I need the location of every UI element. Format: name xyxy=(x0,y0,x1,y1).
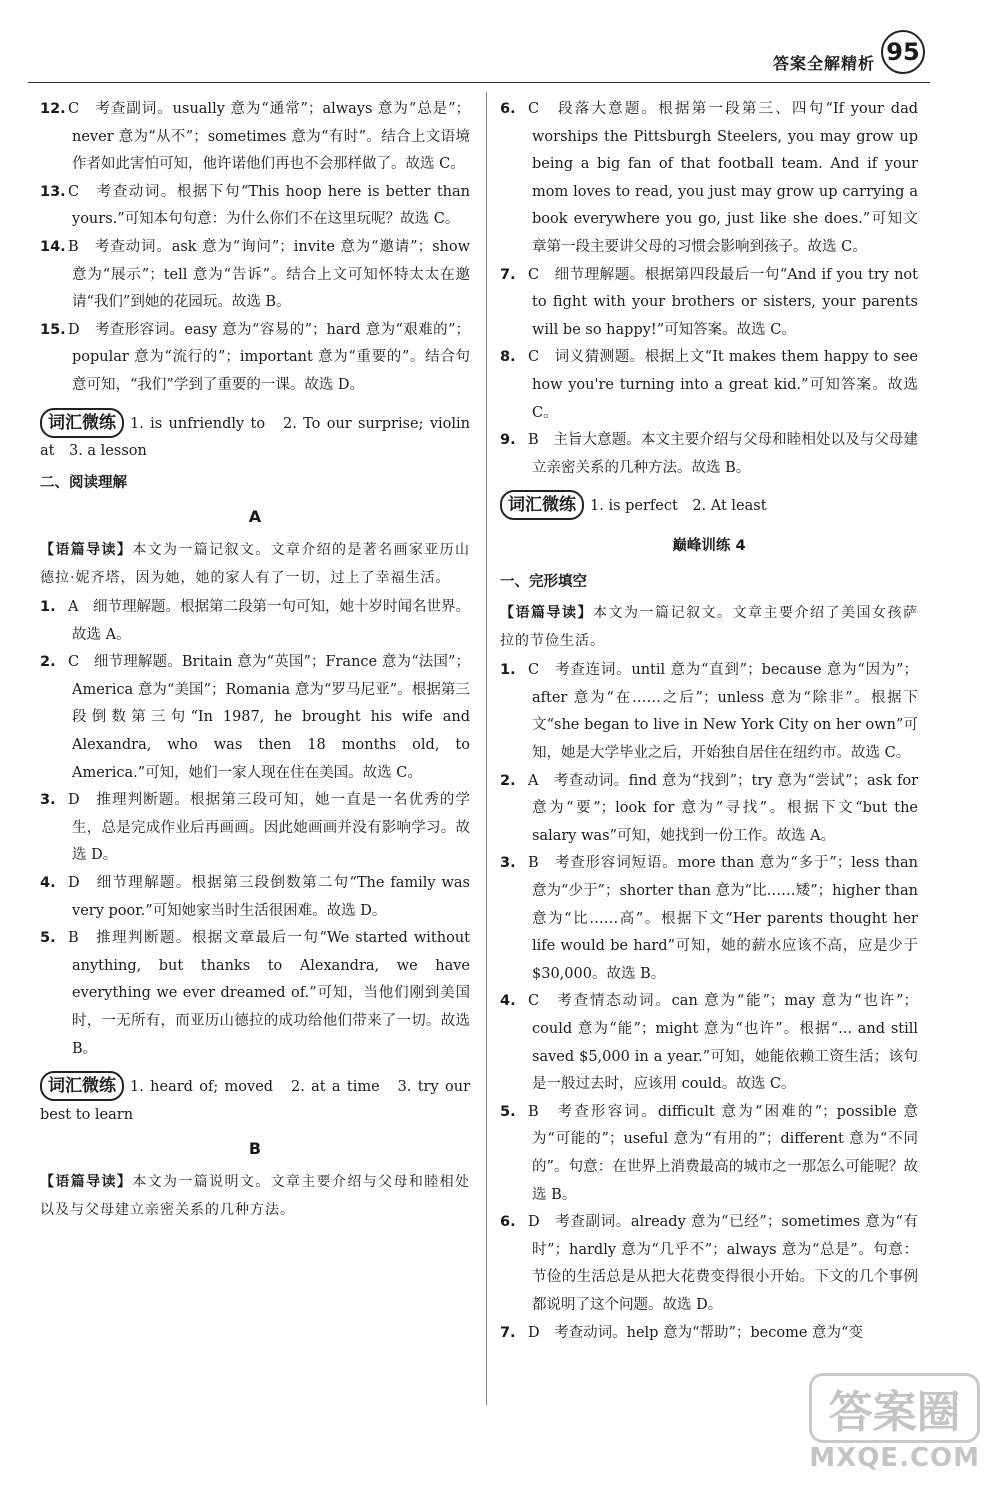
watermark-url: MXQE.COM xyxy=(809,1443,980,1473)
training-title: 巅峰训练 4 xyxy=(672,537,746,554)
page-header xyxy=(773,30,925,74)
vocab-badge: 词汇微练 xyxy=(40,408,124,438)
vocab-answers: 1. is perfect 2. At least xyxy=(590,498,767,515)
answer-item: 9. B 主旨大意题。本文主要介绍与父母和睦相处以及与父母建立亲密关系的几种方法。故选 B。 xyxy=(500,432,918,476)
answer-item: 5. B 推理判断题。根据文章最后一句“We started without anything, but thanks to Alexandra, we have everything we ever dreamed of.”可知，当他们刚到美国时，一无所有，而亚历山德拉的成功给他们带来了一切。故选 B。 xyxy=(40,930,470,1057)
passage-letter: B xyxy=(248,1139,262,1159)
answer-item: 1. A 细节理解题。根据第二段第一句可知，她十岁时闻名世界。故选 A。 xyxy=(40,599,470,643)
header-title: 答案全解精析 xyxy=(772,54,875,73)
answer-item: 12. C 考查副词。usually 意为“通常”；always 意为“总是”；never 意为“从不”；sometimes 意为“有时”。结合上文语境作者如此害怕可知，他许诺他们再也不会那样做了。故选 C。 xyxy=(40,101,470,173)
answer-item: 3. B 考查形容词短语。more than 意为“多于”；less than 意为“少于”；shorter than 意为“比……矮”；higher than 意为“比……高”。根据下文“Her parents thought her life would be hard”可知，她的薪水应该不高，应是少于 $30,000。故选 B。 xyxy=(500,855,918,982)
right-column xyxy=(500,96,918,1347)
answer-item: 6. D 考查副词。already 意为“已经”；sometimes 意为“有时”；hardly 意为“几乎不”；always 意为“总是”。句意：节俭的生活总是从把大花费变得很小开始。下文的几个事例都说明了这个问题。故选 D。 xyxy=(500,1214,918,1313)
passage-guide: 【语篇导读】本文为一篇记叙文。文章介绍的是著名画家亚历山德拉·妮齐塔，因为她，她的家人有了一切，过上了幸福生活。 xyxy=(40,541,471,586)
answer-item: 4. D 细节理解题。根据第三段倒数第二句“The family was very poor.”可知她家当时生活很困难。故选 D。 xyxy=(40,875,470,919)
watermark-logo xyxy=(809,1373,980,1473)
section-heading: 一、完形填空 xyxy=(500,573,587,590)
vocab-answers: 1. is unfriendly to 2. To our surprise; violin at 3. a lesson xyxy=(40,415,470,460)
watermark-text: 答案圈 xyxy=(809,1373,980,1443)
header-rule xyxy=(28,82,930,83)
answer-item: 8. C 词义猜测题。根据上文“It makes them happy to see how you're turning into a great kid.”可知答案。故选 C。 xyxy=(500,349,918,421)
answer-item: 7. C 细节理解题。根据第四段最后一句“And if you try not to fight with your brothers or sisters, your parents will be so happy!”可知答案。故选 C。 xyxy=(500,266,918,338)
left-column xyxy=(40,96,470,1226)
answer-item: 1. C 考查连词。until 意为“直到”；because 意为“因为”；after 意为“在……之后”；unless 意为“除非”。根据下文“she began to live in New York City on her own”可知，她是大学毕业之后，开始独自居住在纽约市。故选 C。 xyxy=(500,662,918,762)
vocab-practice xyxy=(40,1071,470,1129)
vocab-answers: 1. heard of; moved 2. at a time 3. try our best to learn xyxy=(40,1079,470,1123)
answer-item: 5. B 考查形容词。difficult 意为“困难的”；possible 意为“可能的”；useful 意为“有用的”；different 意为“不同的”。句意：在世界上消费最高的城市之一那怎么可能呢？故选 B。 xyxy=(500,1103,918,1203)
page-number: 95 xyxy=(881,30,925,74)
answer-item: 2. A 考查动词。find 意为“找到”；try 意为“尝试”；ask for 意为“要”；look for 意为“寻找”。根据下文“but the salary was”可知，她找到一份工作。故选 A。 xyxy=(500,772,918,844)
vocab-practice xyxy=(40,408,470,466)
vocab-practice xyxy=(500,490,918,521)
passage-guide: 【语篇导读】本文为一篇记叙文。文章主要介绍了美国女孩萨拉的节俭生活。 xyxy=(500,605,918,649)
column-divider xyxy=(486,92,487,1405)
answer-item: 13. C 考查动词。根据下句“This hoop here is better than yours.”可知本句句意：为什么你们不在这里玩呢？故选 C。 xyxy=(40,183,470,228)
passage-guide: 【语篇导读】本文为一篇说明文。文章主要介绍与父母和睦相处以及与父母建立亲密关系的几种方法。 xyxy=(40,1173,471,1218)
answer-item: 2. C 细节理解题。Britain 意为“英国”；France 意为“法国”；America 意为“美国”；Romania 意为“罗马尼亚”。根据第三段倒数第三句“In 1987, he brought his wife and Alexandra, who was then 18 months old, to America.”可知，她们一家人现在住在美国。故选 C。 xyxy=(40,654,470,781)
answer-item: 7. D 考查动词。help 意为“帮助”；become 意为“变 xyxy=(500,1324,863,1341)
vocab-badge: 词汇微练 xyxy=(500,490,584,520)
answer-item: 6. C 段落大意题。根据第一段第三、四句“If your dad worships the Pittsburgh Steelers, you may grow up being a big fan of that football team. And if your mom loves to read, you just may grow up carrying a book everywhere you go, just like she does.”可知文章第一段主要讲父母的习惯会影响到孩子。故选 C。 xyxy=(500,101,918,255)
section-heading: 二、阅读理解 xyxy=(40,474,127,491)
answer-item: 4. C 考查情态动词。can 意为“能”；may 意为“也许”；could 意为“能”；might 意为“也许”。根据“... and still saved $5,000 in a year.”可知，她能依赖工资生活；该句是一般过去时，应该用 could。故选 C。 xyxy=(500,993,918,1093)
answer-item: 3. D 推理判断题。根据第三段可知，她一直是一名优秀的学生，总是完成作业后再画画。因此她画画并没有影响学习。故选 D。 xyxy=(40,792,470,864)
vocab-badge: 词汇微练 xyxy=(40,1071,124,1101)
answer-item: 14. B 考查动词。ask 意为“询问”；invite 意为“邀请”；show 意为“展示”；tell 意为“告诉”。结合上文可知怀特太太在邀请“我们”到她的花园玩。故选 B。 xyxy=(40,238,470,311)
answer-item: 15. D 考查形容词。easy 意为“容易的”；hard 意为“艰难的”；popular 意为“流行的”；important 意为“重要的”。结合句意可知，“我们”学到了重要的一课。故选 D。 xyxy=(40,321,470,393)
passage-letter: A xyxy=(248,507,262,527)
